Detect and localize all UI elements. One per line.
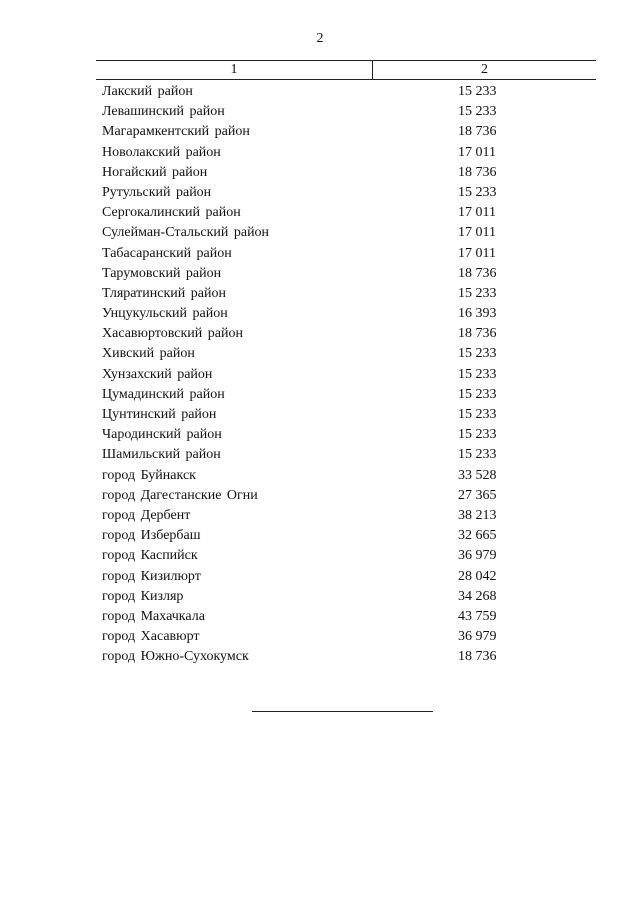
table-row [0,627,640,647]
row-name: город Южно-Сухокумск [102,649,249,665]
table-header [96,60,596,80]
table-row [0,385,640,405]
row-name: Хасавюртовский район [102,326,243,342]
end-divider [252,711,433,712]
row-value: 18 736 [458,649,497,665]
row-value: 36 979 [458,548,497,564]
table-row [0,567,640,587]
table-row [0,647,640,667]
row-value: 15 233 [458,184,497,200]
row-value: 27 365 [458,487,497,503]
row-name: Сулейман-Стальский район [102,225,270,241]
table-row [0,486,640,506]
table-row [0,587,640,607]
row-name: Хивский район [102,346,195,362]
row-value: 36 979 [458,629,497,645]
row-name: Новолакский район [102,144,221,160]
table-row [0,365,640,385]
table-row [0,405,640,425]
row-name: город Избербаш [102,528,201,544]
row-value: 15 233 [458,447,497,463]
row-name: Шамильский район [102,447,221,463]
row-name: Цунтинский район [102,407,217,422]
row-name: город Дагестанские Огни [102,487,258,503]
row-name: Тарумовский район [102,265,222,281]
row-name: Унцукульский район [102,306,228,322]
table-row [0,203,640,223]
row-value: 17 011 [458,225,496,241]
row-value: 15 233 [458,427,497,443]
row-name: Рутульский район [102,184,212,200]
table-row [0,163,640,183]
row-name: Магарамкентский район [102,124,250,140]
table-row [0,223,640,243]
row-value: 43 759 [458,608,497,624]
table-body [0,82,640,667]
row-value: 18 736 [458,124,497,140]
row-value: 15 233 [458,386,497,402]
row-value: 33 528 [458,467,497,483]
row-value: 15 233 [458,346,497,362]
table-row [0,284,640,304]
table-row [0,82,640,102]
row-value: 18 736 [458,265,497,281]
row-name: Левашинский район [102,104,225,120]
row-name: Чародинский район [102,427,222,443]
row-name: Лакский район [102,84,193,99]
row-name: город Кизилюрт [102,568,201,584]
table-row [0,143,640,163]
row-value: 15 233 [458,84,497,99]
row-name: город Каспийск [102,548,198,564]
column-header-1: 1 [96,61,373,79]
table-row [0,445,640,465]
row-value: 18 736 [458,326,497,342]
table-row [0,324,640,344]
table-row [0,526,640,546]
row-name: Цумадинский район [102,386,225,402]
table-row [0,344,640,364]
row-value: 32 665 [458,528,497,544]
row-value: 17 011 [458,205,496,221]
row-name: Табасаранский район [102,245,232,261]
page-number: 2 [316,31,324,46]
table-row [0,607,640,627]
row-value: 15 233 [458,407,497,422]
row-name: город Буйнакск [102,467,196,483]
row-value: 15 233 [458,285,497,301]
table-row [0,506,640,526]
table-row [0,183,640,203]
table-row [0,546,640,566]
row-name: Ногайский район [102,164,208,180]
row-name: город Кизляр [102,588,184,604]
row-value: 28 042 [458,568,497,584]
row-value: 15 233 [458,366,497,382]
table-row [0,425,640,445]
table-row [0,264,640,284]
column-header-2: 2 [481,62,488,77]
table-row [0,102,640,122]
row-value: 15 233 [458,104,497,120]
table-row [0,244,640,264]
row-name: Хунзахский район [102,366,213,382]
table-row [0,304,640,324]
row-value: 18 736 [458,164,497,180]
row-value: 16 393 [458,306,497,322]
table-row [0,466,640,486]
row-name: город Дербент [102,507,191,523]
row-value: 38 213 [458,507,497,523]
row-value: 17 011 [458,144,496,160]
table-row [0,122,640,142]
row-value: 34 268 [458,588,497,604]
row-value: 17 011 [458,245,496,261]
row-name: Сергокалинский район [102,205,241,221]
row-name: город Хасавюрт [102,629,200,645]
row-name: Тляратинский район [102,285,226,301]
row-name: город Махачкала [102,608,205,624]
